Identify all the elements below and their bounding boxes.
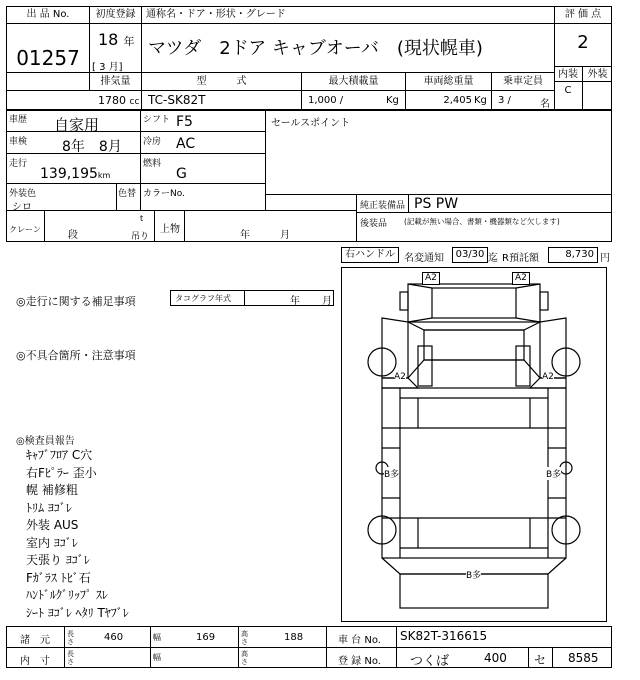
color-value: シロ — [12, 202, 32, 213]
inspector-item: 幌 補修粗 — [26, 483, 78, 497]
crane-label: クレーン — [9, 225, 41, 234]
lot-label: 出 品 No. — [6, 6, 90, 24]
aftermarket-divider — [356, 212, 612, 213]
damage-tag: B多 — [466, 568, 481, 581]
inspector-label: ◎検査員報告 — [16, 436, 75, 447]
gross-weight-unit: Kg — [474, 95, 487, 106]
gross-weight-label: 車両総重量 — [406, 73, 492, 90]
score-label: 評 価 点 — [554, 6, 612, 24]
tacho-label: タコグラフ年式 — [175, 294, 231, 303]
reg-class: 400 — [484, 651, 507, 665]
tacho-year: 年 — [290, 296, 300, 307]
width-label: 幅 — [153, 633, 161, 642]
damage-tag: A2 — [542, 372, 554, 382]
footer-div-d — [326, 626, 327, 668]
inspection-label: 車検 — [9, 137, 28, 147]
equipment-value: PS PW — [414, 196, 459, 212]
inner-width-label: 幅 — [153, 653, 161, 662]
footer-div-e — [396, 626, 397, 668]
color-label: 外装色 — [9, 189, 37, 199]
history-label: 車歴 — [9, 115, 28, 125]
height-value: 188 — [284, 632, 304, 643]
displacement-value — [98, 94, 139, 107]
inspector-list — [26, 446, 326, 621]
inspector-item: Fｶﾞﾗｽ ﾄﾋﾞ石 — [26, 570, 91, 585]
damage-tag: A2 — [422, 272, 440, 285]
equipment-divider — [356, 194, 357, 242]
color-divider-2 — [140, 184, 141, 210]
details-row-1 — [6, 110, 266, 132]
reg-area: つくば — [410, 654, 450, 669]
name-change-value: 03/30 — [452, 247, 488, 263]
reg-label: 登 録 No. — [338, 656, 381, 667]
aircon-value: AC — [176, 136, 196, 152]
name-change-label: 名変通知 — [404, 253, 444, 264]
year-unit: 年 — [123, 35, 135, 48]
model-type-label: 型 式 — [142, 73, 302, 90]
exterior-label: 外装 — [583, 66, 612, 82]
recycle-amount: 8,730 — [548, 247, 598, 263]
defects-label: ◎不具合箇所・注意事項 — [16, 349, 136, 362]
aftermarket-label: 後装品 — [360, 219, 388, 229]
aftermarket-note: (記載が無い場合、書類・機器類など欠します) — [404, 217, 560, 226]
crane-divider — [44, 210, 45, 242]
width-value: 169 — [196, 632, 216, 643]
damage-tag: B多 — [546, 467, 561, 480]
year-value: 18 — [98, 30, 119, 49]
details-row-2 — [6, 132, 266, 154]
model-type: TC-SK82T — [148, 93, 206, 107]
exterior-grade — [583, 82, 612, 110]
body-year: 年 — [240, 230, 250, 241]
color-code-label: 色替 — [118, 189, 137, 199]
inner-length-label: 長さ — [67, 650, 74, 666]
capacity-unit: 名 — [540, 99, 550, 110]
first-reg-month: [ 3 月] — [92, 62, 123, 73]
recycle-unit: 円 — [600, 253, 610, 264]
body-divider-2 — [184, 210, 185, 242]
inspector-item: 右Fﾋﾟﾗｰ 歪小 — [26, 465, 97, 480]
recycle-label: R預託額 — [502, 253, 539, 264]
inspector-item: ﾄﾘﾑ ﾖｺﾞﾚ — [26, 500, 72, 515]
inspector-item: 室内 ﾖｺﾞﾚ — [26, 535, 78, 550]
history-value: 自家用 — [54, 116, 100, 134]
damage-tag: B多 — [384, 467, 399, 480]
max-load-label: 最大積載量 — [302, 73, 406, 90]
mileage-label: 走行 — [9, 159, 28, 169]
body-month: 月 — [280, 230, 290, 241]
damage-diagram — [341, 267, 607, 622]
footer-div-f — [528, 647, 529, 668]
aircon-label: 冷房 — [143, 137, 162, 147]
height-label: 高さ — [241, 630, 248, 646]
footer-div-b — [150, 626, 151, 668]
model-name-label: 通称名・ドア・形状・グレード — [142, 6, 554, 24]
shift-value: F5 — [176, 114, 193, 130]
inspection-value: 8年 8月 — [62, 139, 122, 155]
inspector-item: ｼｰﾄ ﾖｺﾞﾚ ﾍﾀﾘ Tﾔﾌﾞﾚ — [26, 605, 129, 620]
reg-kana: セ — [534, 653, 547, 667]
interior-grade: C — [554, 82, 583, 110]
lot-number: 01257 — [16, 46, 80, 70]
length-value: 460 — [104, 632, 124, 643]
chassis-label: 車 台 No. — [338, 635, 381, 646]
crane-steps: 段 — [68, 230, 78, 241]
driving-notes-label: ◎走行に関する補足事項 — [16, 295, 136, 308]
tacho-month: 月 — [322, 296, 332, 307]
displacement-label: 排気量 — [90, 73, 142, 90]
max-load-unit: Kg — [386, 95, 399, 106]
displacement-unit: cc — [129, 97, 140, 107]
first-reg-year — [98, 30, 134, 49]
reg-number: 8585 — [568, 651, 599, 665]
color-divider-1 — [116, 184, 117, 210]
tacho-divider — [244, 290, 245, 306]
length-label: 長さ — [67, 630, 74, 646]
car-name: マツダ 2ドア キャブオーバ (現状幌車) — [148, 38, 483, 59]
inner-height-label: 高さ — [241, 650, 248, 666]
displacement-number: 1780 — [98, 94, 126, 107]
footer-div-g — [552, 647, 553, 668]
footer-div-c — [238, 626, 239, 668]
equipment-label: 純正装備品 — [360, 201, 406, 211]
mileage-value — [40, 166, 110, 182]
capacity: 3 / — [498, 95, 511, 106]
mileage-number: 139,195 — [40, 166, 98, 182]
gross-weight: 2,405 — [443, 95, 472, 106]
body-label: 上物 — [160, 224, 180, 235]
damage-tag: A2 — [394, 372, 406, 382]
equipment-inner-divider — [408, 194, 409, 212]
footer-mid — [6, 647, 612, 648]
footer-div-a — [64, 626, 65, 668]
inspector-item: 外装 AUS — [26, 518, 79, 532]
inspector-item: ﾊﾝﾄﾞﾙｸﾞﾘｯﾌﾟ ｽﾚ — [26, 588, 108, 602]
sales-bottom — [266, 194, 612, 195]
crane-row — [6, 210, 356, 211]
color-no-label: カラーNo. — [143, 189, 185, 199]
crane-tons: 吊り — [131, 232, 150, 242]
first-reg-label: 初度登録 — [90, 6, 142, 24]
details-mid-divider — [140, 110, 141, 184]
inner-label: 内 寸 — [20, 656, 50, 667]
dims-label: 諸 元 — [20, 635, 50, 646]
sales-point-label: セールスポイント — [271, 118, 351, 129]
fuel-value: G — [176, 166, 187, 182]
score-value: 2 — [577, 32, 589, 53]
shift-label: シフト — [143, 115, 171, 125]
name-change-suffix: 迄 — [488, 253, 498, 264]
damage-tag: A2 — [512, 272, 530, 285]
inspector-item: ｷｬﾌﾞﾌﾛｱ C穴 — [26, 448, 93, 462]
chassis-value: SK82T-316615 — [400, 629, 488, 643]
max-load: 1,000 / — [308, 95, 344, 106]
mileage-unit: km — [97, 171, 111, 180]
crane-tons-top: t — [140, 214, 144, 223]
spec-row-left-divider — [6, 90, 90, 91]
body-divider — [154, 210, 155, 242]
inspector-item: 天張り ﾖｺﾞﾚ — [26, 553, 90, 567]
interior-label: 内装 — [554, 66, 583, 82]
steering-badge: 右ハンドル — [341, 247, 399, 263]
fuel-label: 燃料 — [143, 159, 162, 169]
capacity-label: 乗車定員 — [503, 76, 543, 87]
